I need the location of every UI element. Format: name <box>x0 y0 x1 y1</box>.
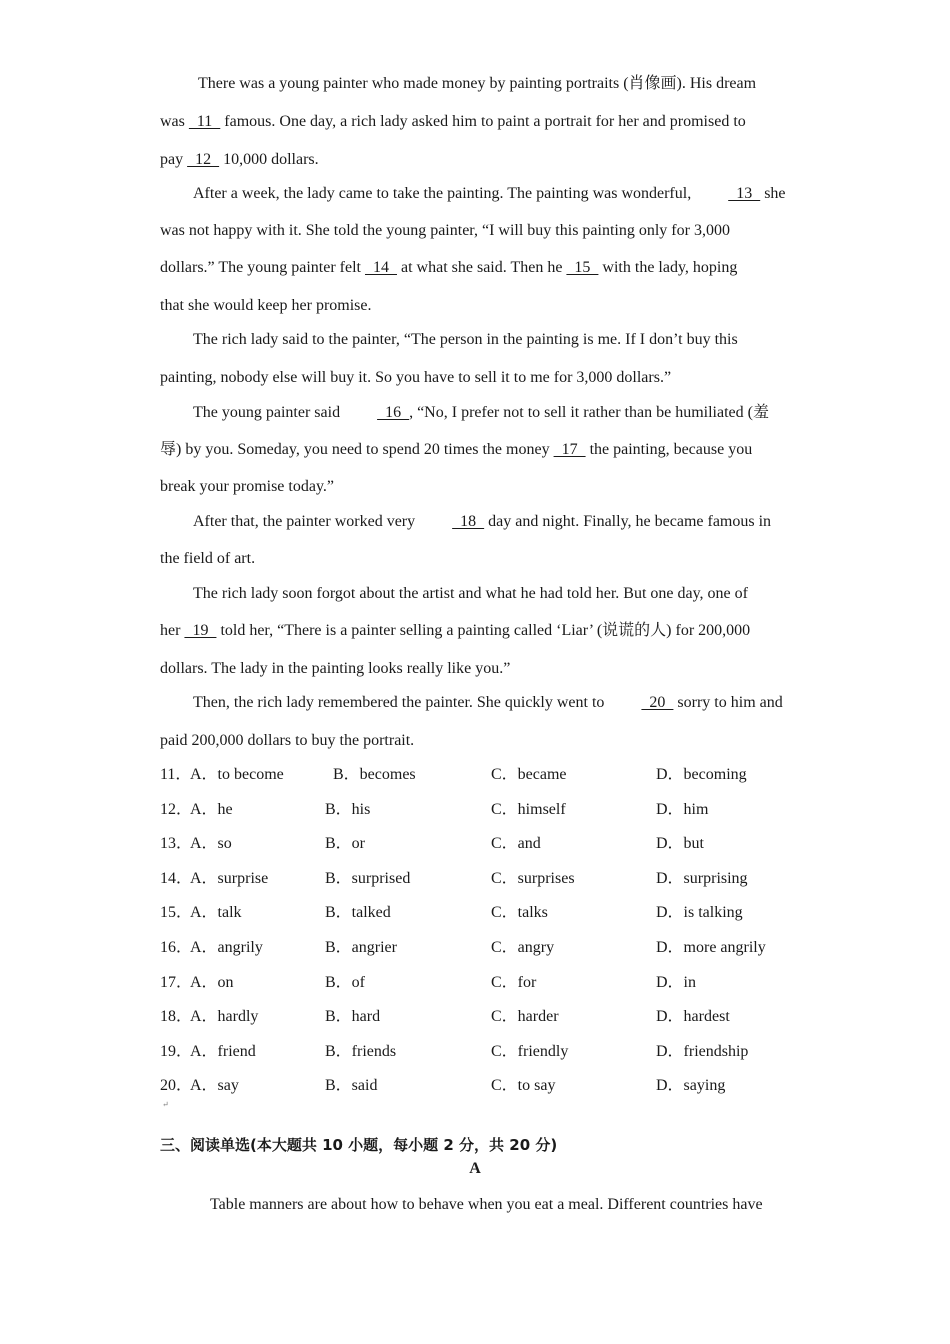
passage-text: dollars. The lady in the painting looks really like you.” <box>160 660 511 677</box>
passage-text: 辱) by you. Someday, you need to spend 20 times the money <box>160 441 554 458</box>
question-number: 17． <box>160 973 193 991</box>
passage-text: she <box>760 185 786 202</box>
option-d: D．more angrily <box>656 939 766 956</box>
passage-line <box>160 258 790 278</box>
blank-20: 20 <box>641 694 674 711</box>
option-d: D．surprising <box>656 869 748 887</box>
option-c: C．to say <box>491 1077 556 1095</box>
passage-line <box>160 621 790 641</box>
option-b: B．talked <box>325 904 391 922</box>
passage-line <box>160 584 790 604</box>
question-number: 18． <box>160 1008 193 1026</box>
option-b: B．angrier <box>325 939 397 956</box>
option-b: B．said <box>325 1077 378 1095</box>
option-c: C．surprises <box>491 869 575 887</box>
option-a: A．angrily <box>190 939 263 956</box>
option-d: D．is talking <box>656 904 743 922</box>
option-d: D．in <box>656 973 697 991</box>
passage-text: dollars.” The young painter felt <box>160 259 365 276</box>
option-d: D．him <box>656 800 709 818</box>
passage-text: sorry to him and <box>673 694 783 711</box>
passage-line <box>160 296 790 316</box>
option-b: B．surprised <box>325 869 411 887</box>
question-number: 19． <box>160 1042 193 1060</box>
passage-text: the field of art. <box>160 550 256 567</box>
passage-text: day and night. Finally, he became famous in <box>484 513 772 530</box>
passage-text: 10,000 dollars. <box>219 151 319 168</box>
question-number: 12． <box>160 800 193 818</box>
passage-line <box>160 512 790 532</box>
passage-line <box>160 112 790 132</box>
passage-text: pay <box>160 151 188 168</box>
option-b: B．becomes <box>333 766 416 783</box>
question-number: 11． <box>160 766 192 783</box>
section-heading: 三、阅读单选(本大题共 10 小题，每小题 2 分，共 20 分) <box>160 1136 558 1154</box>
passage-line <box>160 221 790 241</box>
passage-text: at what she said. Then he <box>396 259 567 276</box>
passage-line <box>160 74 790 94</box>
option-c: C．angry <box>491 939 555 956</box>
blank-13: 13 <box>728 185 761 202</box>
blank-14: 14 <box>364 259 397 276</box>
option-d: D．becoming <box>656 766 747 783</box>
passage-text: Then, the rich lady remembered the painter. She quickly went to <box>193 694 609 711</box>
question-number: 15． <box>160 904 193 922</box>
passage-text: The rich lady soon forgot about the artist and what he had told her. But one day, one of <box>193 585 748 602</box>
passage-text: was <box>160 113 189 130</box>
passage-text: famous. One day, a rich lady asked him to paint a portrait for her and promised to <box>220 113 746 130</box>
option-a: A．to become <box>190 766 284 783</box>
passage-text: After a week, the lady came to take the painting. The painting was wonderful, <box>193 185 696 202</box>
option-a: A．so <box>190 835 232 853</box>
blank-11: 11 <box>188 113 221 130</box>
passage-text: After that, the painter worked very <box>193 513 420 530</box>
option-a: A．say <box>190 1077 239 1095</box>
passage-text: the painting, because you <box>585 441 753 458</box>
option-b: B．of <box>325 973 366 991</box>
blank-16: 16 <box>377 404 410 421</box>
passage-text: told her, “There is a painter selling a painting called ‘Liar’ (说谎的人) for 200,000 <box>216 622 751 639</box>
passage-text: , “No, I prefer not to sell it rather than be humiliated (羞 <box>409 404 769 421</box>
passage-text: There was a young painter who made money by painting portraits (肖像画). His dream <box>198 75 757 92</box>
passage-text: with the lady, hoping <box>598 259 738 276</box>
option-a: A．on <box>190 973 234 991</box>
passage-text: The rich lady said to the painter, “The person in the painting is me. If I don’t buy this <box>193 331 738 348</box>
blank-19: 19 <box>184 622 217 639</box>
passage-text: painting, nobody else will buy it. So you have to sell it to me for 3,000 dollars.” <box>160 369 672 386</box>
option-c: C．became <box>491 766 567 783</box>
passage-line <box>160 477 790 497</box>
passage-line <box>160 184 790 204</box>
option-a: A．talk <box>190 904 242 922</box>
option-b: B．hard <box>325 1008 381 1026</box>
question-number: 14． <box>160 869 193 887</box>
blank-12: 12 <box>187 151 220 168</box>
passage-line <box>160 368 790 388</box>
option-a: A．surprise <box>190 869 269 887</box>
passage-line <box>160 693 790 713</box>
question-number: 20． <box>160 1077 193 1095</box>
question-number: 13． <box>160 835 193 853</box>
option-c: C．himself <box>491 800 566 818</box>
passage-text: paid 200,000 dollars to buy the portrait. <box>160 732 415 749</box>
passage-text: her <box>160 622 185 639</box>
passage-text: The young painter said <box>193 404 345 421</box>
option-a: A．friend <box>190 1042 256 1060</box>
passage-text: break your promise today.” <box>160 478 335 495</box>
option-c: C．and <box>491 835 541 853</box>
option-d: D．saying <box>656 1077 726 1095</box>
passage-line <box>160 330 790 350</box>
question-number: 16． <box>160 939 193 956</box>
passage-line <box>160 403 790 423</box>
option-a: A．he <box>190 800 233 818</box>
option-c: C．harder <box>491 1008 559 1026</box>
option-a: A．hardly <box>190 1008 259 1026</box>
option-c: C．talks <box>491 904 548 922</box>
option-b: B．his <box>325 800 371 818</box>
option-c: C．for <box>491 973 537 991</box>
passage-line <box>160 731 790 751</box>
passage-line <box>160 150 790 170</box>
passage-text: was not happy with it. She told the young painter, “I will buy this painting only for 3,000 <box>160 222 730 239</box>
option-b: B．friends <box>325 1042 397 1060</box>
passage-line <box>160 440 790 460</box>
blank-17: 17 <box>553 441 586 458</box>
option-c: C．friendly <box>491 1042 569 1060</box>
reading-intro: Table manners are about how to behave when you eat a meal. Different countries have <box>210 1196 763 1213</box>
blank-15: 15 <box>566 259 599 276</box>
passage-label: A <box>469 1160 481 1177</box>
passage-line <box>160 549 790 569</box>
option-d: D．hardest <box>656 1008 730 1026</box>
passage-line <box>160 659 790 679</box>
option-d: D．friendship <box>656 1042 749 1060</box>
blank-18: 18 <box>452 513 485 530</box>
paragraph-mark: ↵ <box>162 1100 169 1109</box>
option-d: D．but <box>656 835 705 853</box>
option-b: B．or <box>325 835 366 853</box>
passage-text: that she would keep her promise. <box>160 297 372 314</box>
